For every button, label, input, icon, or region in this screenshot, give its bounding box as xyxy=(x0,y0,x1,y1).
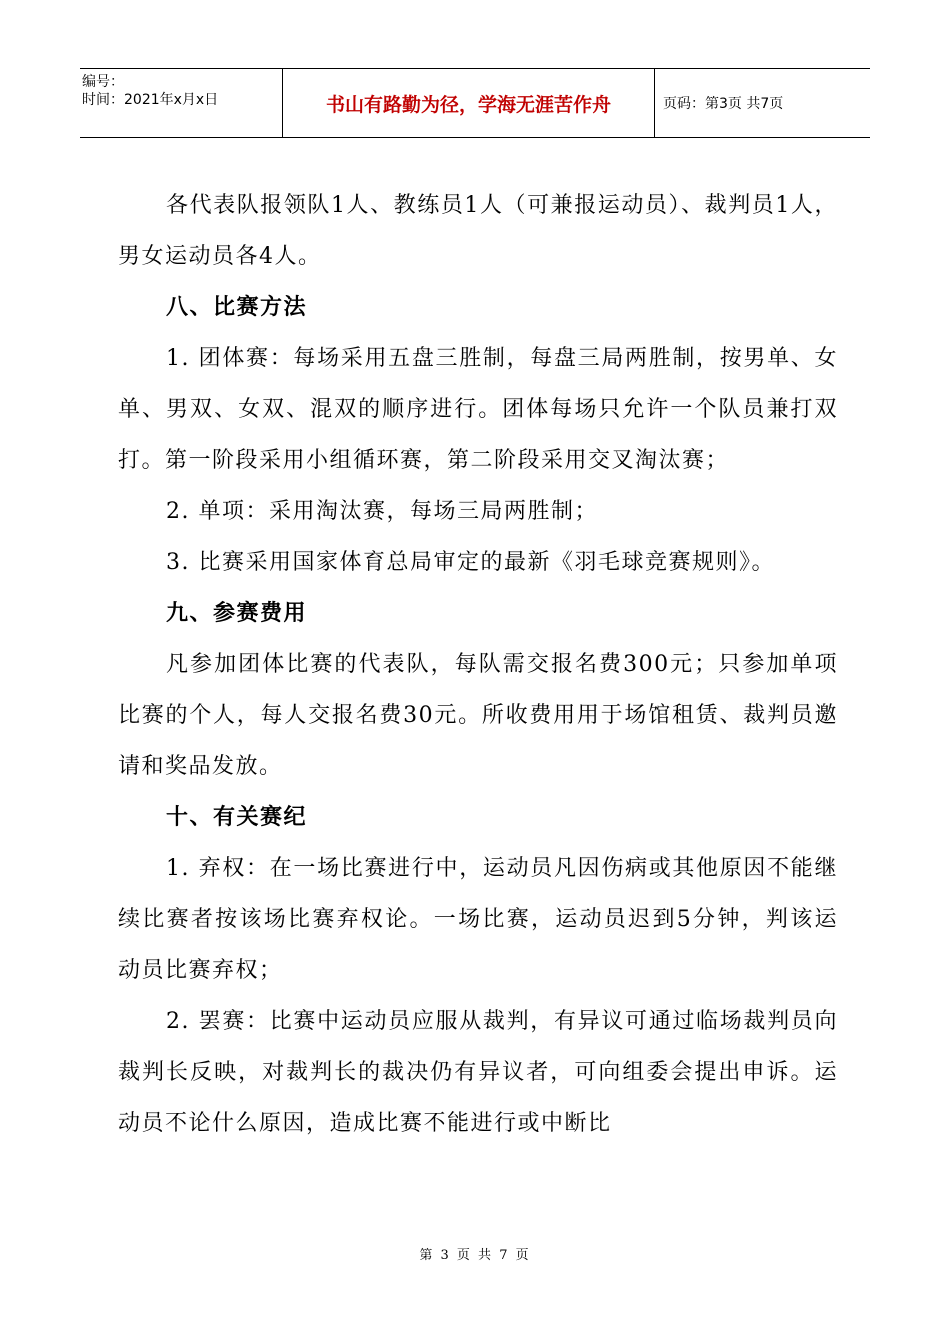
number-label: 编号： xyxy=(82,74,124,90)
section-heading-discipline: 十、有关赛纪 xyxy=(166,804,308,830)
section-heading-competition-method: 八、比赛方法 xyxy=(166,294,308,320)
page-footer: 第 3 页 共 7 页 xyxy=(419,1248,531,1263)
paragraph-forfeit: 1. 弃权：在一场比赛进行中，运动员凡因伤病或其他原因不能继续比赛者按该场比赛弃权论。一场比赛，运动员迟到5分钟，判该运动员比赛弃权； xyxy=(118,856,838,983)
header-page-info: 页码：第3页 共7页 xyxy=(663,96,784,112)
paragraph-fees: 凡参加团体比赛的代表队，每队需交报名费300元；只参加单项比赛的个人，每人交报名费30元。所收费用用于场馆租赁、裁判员邀请和奖品发放。 xyxy=(118,652,838,779)
document-body xyxy=(118,180,838,1149)
paragraph-rules: 3. 比赛采用国家体育总局审定的最新《羽毛球竞赛规则》。 xyxy=(166,550,775,575)
paragraph-team-composition: 各代表队报领队1人、教练员1人（可兼报运动员）、裁判员1人，男女运动员各4人。 xyxy=(118,193,838,269)
paragraph-team-event: 1. 团体赛：每场采用五盘三胜制，每盘三局两胜制，按男单、女单、男双、女双、混双的顺序进行。团体每场只允许一个队员兼打双打。第一阶段采用小组循环赛，第二阶段采用交叉淘汰赛； xyxy=(118,346,838,473)
header-motto: 书山有路勤为径，学海无涯苦作舟 xyxy=(283,69,655,137)
paragraph-strike: 2. 罢赛：比赛中运动员应服从裁判，有异议可通过临场裁判员向裁判长反映，对裁判长的裁决仍有异议者，可向组委会提出申诉。运动员不论什么原因，造成比赛不能进行或中断比 xyxy=(118,1009,838,1136)
date-label: 时间：2021年x月x日 xyxy=(82,92,219,108)
section-heading-fees: 九、参赛费用 xyxy=(166,600,308,626)
page-header xyxy=(80,68,870,138)
header-meta xyxy=(80,69,283,137)
paragraph-single-event: 2. 单项：采用淘汰赛，每场三局两胜制； xyxy=(166,499,598,524)
